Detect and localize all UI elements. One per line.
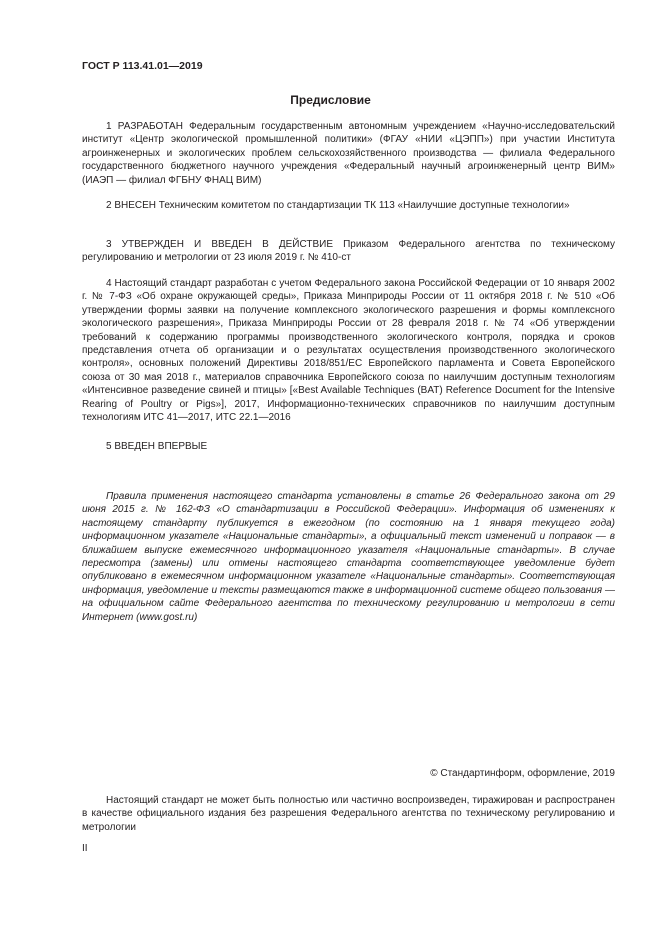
copyright-line: © Стандартинформ, оформление, 2019 [430, 768, 615, 779]
preface-item-4: 4 Настоящий стандарт разработан с учетом Федерального закона Российской Федерации от 10 января 2002 г. № 7-ФЗ «Об охране окружающей среды», Приказа Минприроды России от 11 октября 2018 г. № 510 «Об утверждении формы заявки на получение комплексного экологического разрешения и формы комплексного экологического разрешения», Приказа Минприроды России от 28 февраля 2018 г. № 74 «Об утверждении требований к содержанию программы производственного экологического контроля, порядка и сроков представления отчета об организации и о результатах осуществления производственного экологического контроля», основных положений Директивы 2018/851/ЕС Европейского парламента и Совета Европейского союза от 30 мая 2018 г., материалов справочника Европейского союза по наилучшим доступным технологиям «Интенсивное разведение свиней и птицы» [«Best Available Techniques (BAT) Reference Document for the Intensive Rearing of Poultry or Pigs»], 2017, Информационно-технических справочников по наилучшим доступным технологиям ИТС 41—2017, ИТС 22.1—2016 [82, 278, 615, 424]
reproduction-warning: Настоящий стандарт не может быть полностью или частично воспроизведен, тиражирован и распространен в качестве официального издания без разрешения Федерального агентства по техническому регулированию и метрологии [82, 795, 615, 833]
page-title: Предисловие [290, 93, 371, 107]
document-header: ГОСТ Р 113.41.01—2019 [82, 60, 203, 72]
preface-item-3: 3 УТВЕРЖДЕН И ВВЕДЕН В ДЕЙСТВИЕ Приказом Федерального агентства по техническому регулированию и метрологии от 23 июля 2019 г. № 410-ст [82, 239, 615, 264]
preface-item-5: 5 ВВЕДЕН ВПЕРВЫЕ [106, 441, 208, 452]
preface-item-2: 2 ВНЕСЕН Техническим комитетом по стандартизации ТК 113 «Наилучшие доступные технологии» [106, 200, 570, 211]
standard-application-notice: Правила применения настоящего стандарта установлены в статье 26 Федерального закона от 29 июня 2015 г. № 162-ФЗ «О стандартизации в Российской Федерации». Информация об изменениях к настоящему стандарту публикуется в ежегодном (по состоянию на 1 января текущего года) информационном указателе «Национальные стандарты», а официальный текст изменений и поправок — в ближайшем выпуске ежемесячного информационного указателя «Национальные стандарты». В случае пересмотра (замены) или отмены настоящего стандарта соответствующее уведомление будет опубликовано в ежемесячном информационном указателе «Национальные стандарты». Соответствующая информация, уведомление и тексты размещаются также в информационной системе общего пользования — на официальном сайте Федерального агентства по техническому регулированию и метрологии в сети Интернет (www.gost.ru) [82, 491, 615, 623]
preface-item-1: 1 РАЗРАБОТАН Федеральным государственным автономным учреждением «Научно-исследовательский институт «Центр экологической промышленной политики» (ФГАУ «НИИ «ЦЭПП») при участии Института агроинженерных и экологических проблем сельскохозяйственного производства — филиала Федерального государственного бюджетного научного учреждения «Федеральный научный агроинженерный центр ВИМ» (ИАЭП — филиал ФГБНУ ФНАЦ ВИМ) [82, 121, 615, 186]
page-number: II [82, 843, 88, 854]
